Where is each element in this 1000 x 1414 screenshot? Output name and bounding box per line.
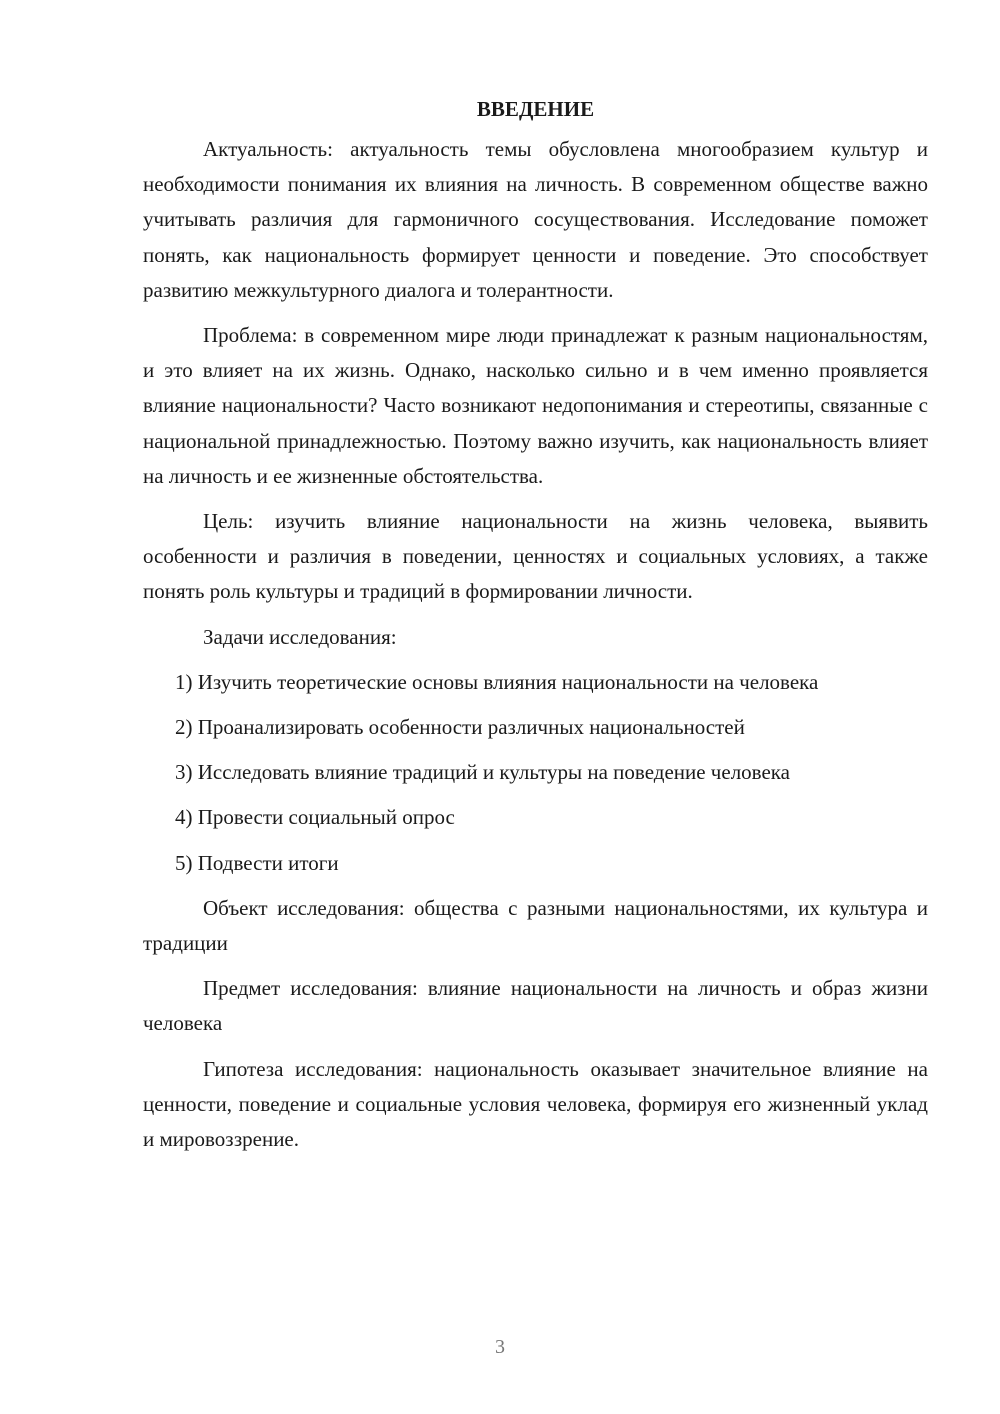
paragraph-goal: Цель: изучить влияние национальности на жизнь человека, выявить особенности и различия в поведении, ценностях и социальных условиях, а также понять роль культуры и традиций в формировании личности. <box>143 509 928 604</box>
tasks-heading: Задачи исследования: <box>203 624 397 649</box>
paragraph-relevance: Актуальность: актуальность темы обусловлена многообразием культур и необходимости понимания их влияния на личность. В современном обществе важно учитывать различия для гармоничного сосуществования. Исследование поможет понять, как национальность формирует ценности и поведение. Это способствует развитию межкультурного диалога и толерантности. <box>143 137 928 302</box>
page-title: ВВЕДЕНИЕ <box>476 97 595 121</box>
paragraph-object: Объект исследования: общества с разными национальностями, их культура и традиции <box>143 895 928 956</box>
list-item: 5) Подвести итоги <box>175 850 339 875</box>
paragraph-hypothesis: Гипотеза исследования: национальность оказывает значительное влияние на ценности, поведение и социальные условия человека, формируя его жизненный уклад и мировоззрение. <box>143 1056 928 1152</box>
page-number: 3 <box>495 1336 505 1358</box>
paragraph-problem: Проблема: в современном мире люди принадлежат к разным национальностям, и это влияет на их жизнь. Однако, насколько сильно и в чем именно проявляется влияние национальности? Часто возникают недопонимания и стереотипы, связанные с национальной принадлежностью. Поэтому важно изучить, как национальность влияет на личность и ее жизненные обстоятельства. <box>143 323 928 488</box>
list-item: 3) Исследовать влияние традиций и культуры на поведение человека <box>175 760 790 785</box>
document-page <box>143 92 928 1167</box>
list-item: 2) Проанализировать особенности различных национальностей <box>175 715 745 740</box>
list-item: 4) Провести социальный опрос <box>175 805 455 830</box>
list-item: 1) Изучить теоретические основы влияния национальности на человека <box>175 669 819 694</box>
tasks-list <box>143 665 928 881</box>
paragraph-subject: Предмет исследования: влияние национальности на личность и образ жизни человека <box>143 976 928 1036</box>
